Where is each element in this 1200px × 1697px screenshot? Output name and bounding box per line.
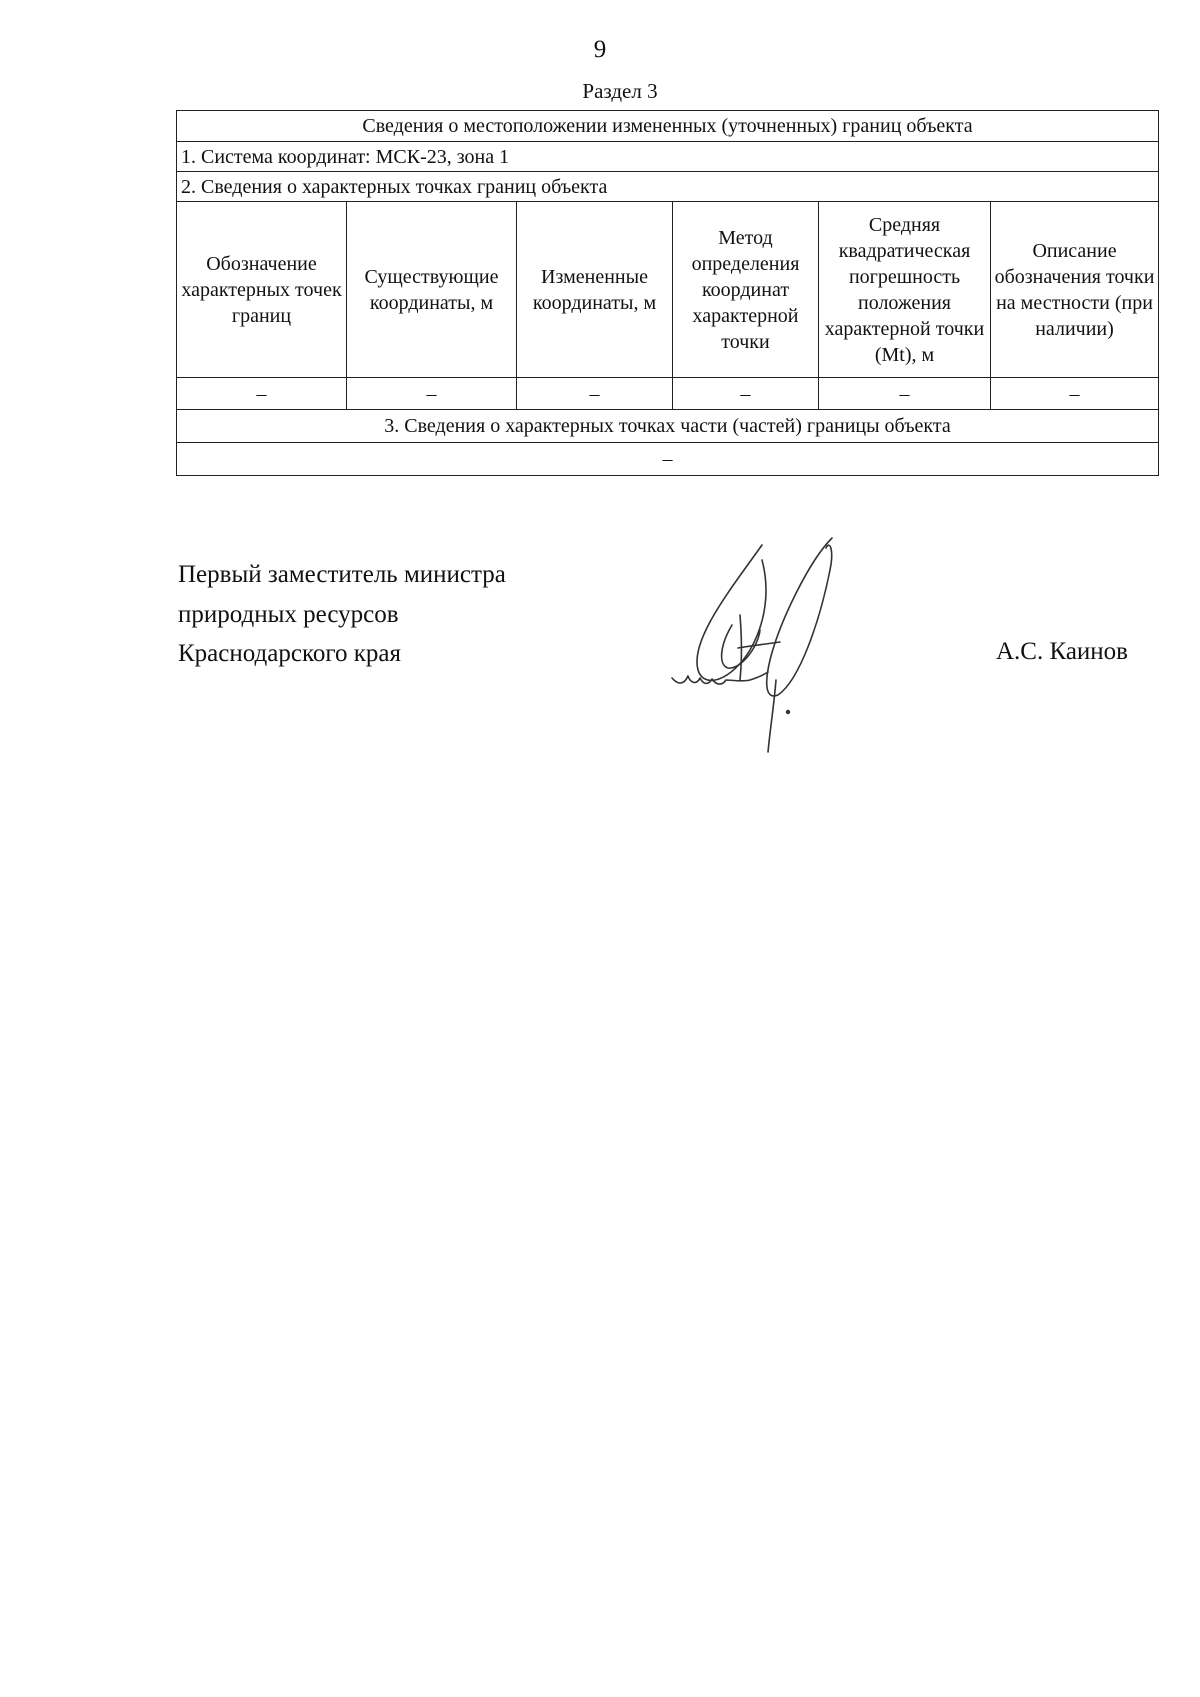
- points-heading: 2. Сведения о характерных точках границ объекта: [177, 172, 1159, 202]
- boundary-table: [176, 110, 1158, 476]
- signer-name: А.С. Каинов: [996, 638, 1128, 665]
- page-number: 9: [593, 36, 607, 63]
- column-header: Существующие координаты, м: [347, 202, 517, 378]
- parts-value: –: [177, 443, 1159, 476]
- table-cell: –: [517, 378, 673, 410]
- parts-heading: 3. Сведения о характерных точках части (частей) границы объекта: [177, 410, 1159, 443]
- column-header: Средняя квадратическая погрешность положения характерной точки (Mt), м: [819, 202, 991, 378]
- table-cell: –: [177, 378, 347, 410]
- column-header: Метод определения координат характерной точки: [673, 202, 819, 378]
- section-label: Раздел 3: [582, 79, 658, 103]
- signer-position-line: Краснодарского края: [178, 640, 401, 667]
- signer-position: [178, 555, 506, 674]
- table-title: Сведения о местоположении измененных (уточненных) границ объекта: [177, 111, 1159, 142]
- signer-position-line: Первый заместитель министра: [178, 561, 506, 588]
- signer-position-line: природных ресурсов: [178, 600, 399, 628]
- table-cell: –: [347, 378, 517, 410]
- column-header: Измененные координаты, м: [517, 202, 673, 378]
- table-cell: –: [819, 378, 991, 410]
- table-cell: –: [673, 378, 819, 410]
- column-header: Обозначение характерных точек границ: [177, 202, 347, 378]
- handwritten-signature: [670, 530, 870, 760]
- coord-system: 1. Система координат: МСК-23, зона 1: [177, 142, 1159, 172]
- column-header: Описание обозначения точки на местности (при наличии): [991, 202, 1159, 378]
- table-cell: –: [991, 378, 1159, 410]
